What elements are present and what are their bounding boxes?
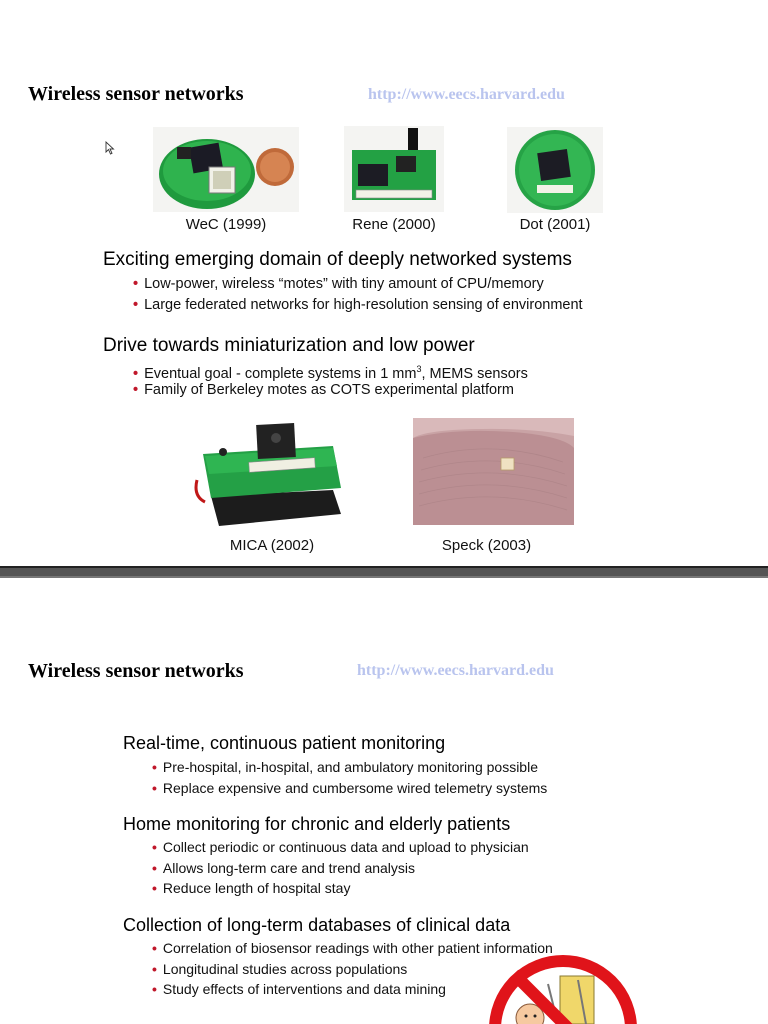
bullet-list (133, 274, 583, 315)
section-heading: Drive towards miniaturization and low power (103, 335, 475, 356)
speck-caption: Speck (2003) (441, 537, 532, 554)
list-item: • Pre-hospital, in-hospital, and ambulatory monitoring possible (152, 759, 538, 775)
list-item: • Replace expensive and cumbersome wired telemetry systems (152, 779, 548, 796)
slide-title: Wireless sensor networks (28, 660, 244, 682)
list-item: • Study effects of interventions and data mining (152, 981, 446, 997)
list-item: • Longitudinal studies across populations (152, 960, 408, 977)
mouse-cursor-icon (105, 141, 115, 155)
section-heading: Home monitoring for chronic and elderly patients (123, 814, 511, 834)
list-item: • Reduce length of hospital stay (152, 880, 351, 896)
wec-mote-photo (153, 127, 299, 212)
mica-caption: MICA (2002) (229, 537, 315, 554)
list-item: • Large federated networks for high-resolution sensing of environment (133, 296, 583, 313)
slide-url[interactable]: http://www.eecs.harvard.edu (357, 662, 554, 679)
speck-photo (413, 418, 574, 525)
mica-mote-photo (193, 418, 351, 530)
list-item: • Eventual goal - complete systems in 1 $mm^3$, MEMS sensors (133, 364, 528, 382)
list-item: • Collect periodic or continuous data and upload to physician (152, 839, 529, 855)
slide-title: Wireless sensor networks (28, 83, 244, 105)
slide-divider (0, 566, 768, 578)
section-heading: Collection of long-term databases of clinical data (123, 915, 511, 935)
list-item: • Correlation of biosensor readings with other patient information (152, 940, 553, 956)
dot-mote-photo (507, 127, 603, 213)
dot-caption: Dot (2001) (519, 216, 591, 233)
slide-url[interactable]: http://www.eecs.harvard.edu (368, 86, 565, 103)
rene-caption: Rene (2000) (352, 216, 436, 233)
wec-caption: WeC (1999) (185, 216, 267, 233)
list-item: • Low-power, wireless “motes” with tiny amount of CPU/memory (133, 276, 544, 292)
section-heading: Exciting emerging domain of deeply networked systems (103, 249, 572, 270)
no-sign-icon (488, 954, 638, 1024)
bullet-list (133, 359, 528, 400)
list-item: • Family of Berkeley motes as COTS experimental platform (133, 381, 514, 398)
bullet-list (152, 757, 547, 798)
list-item: • Allows long-term care and trend analysis (152, 859, 416, 876)
bullet-list (152, 837, 529, 899)
slide-2 (0, 578, 768, 1024)
section-heading: Real-time, continuous patient monitoring (123, 733, 446, 753)
rene-mote-photo (344, 126, 444, 212)
